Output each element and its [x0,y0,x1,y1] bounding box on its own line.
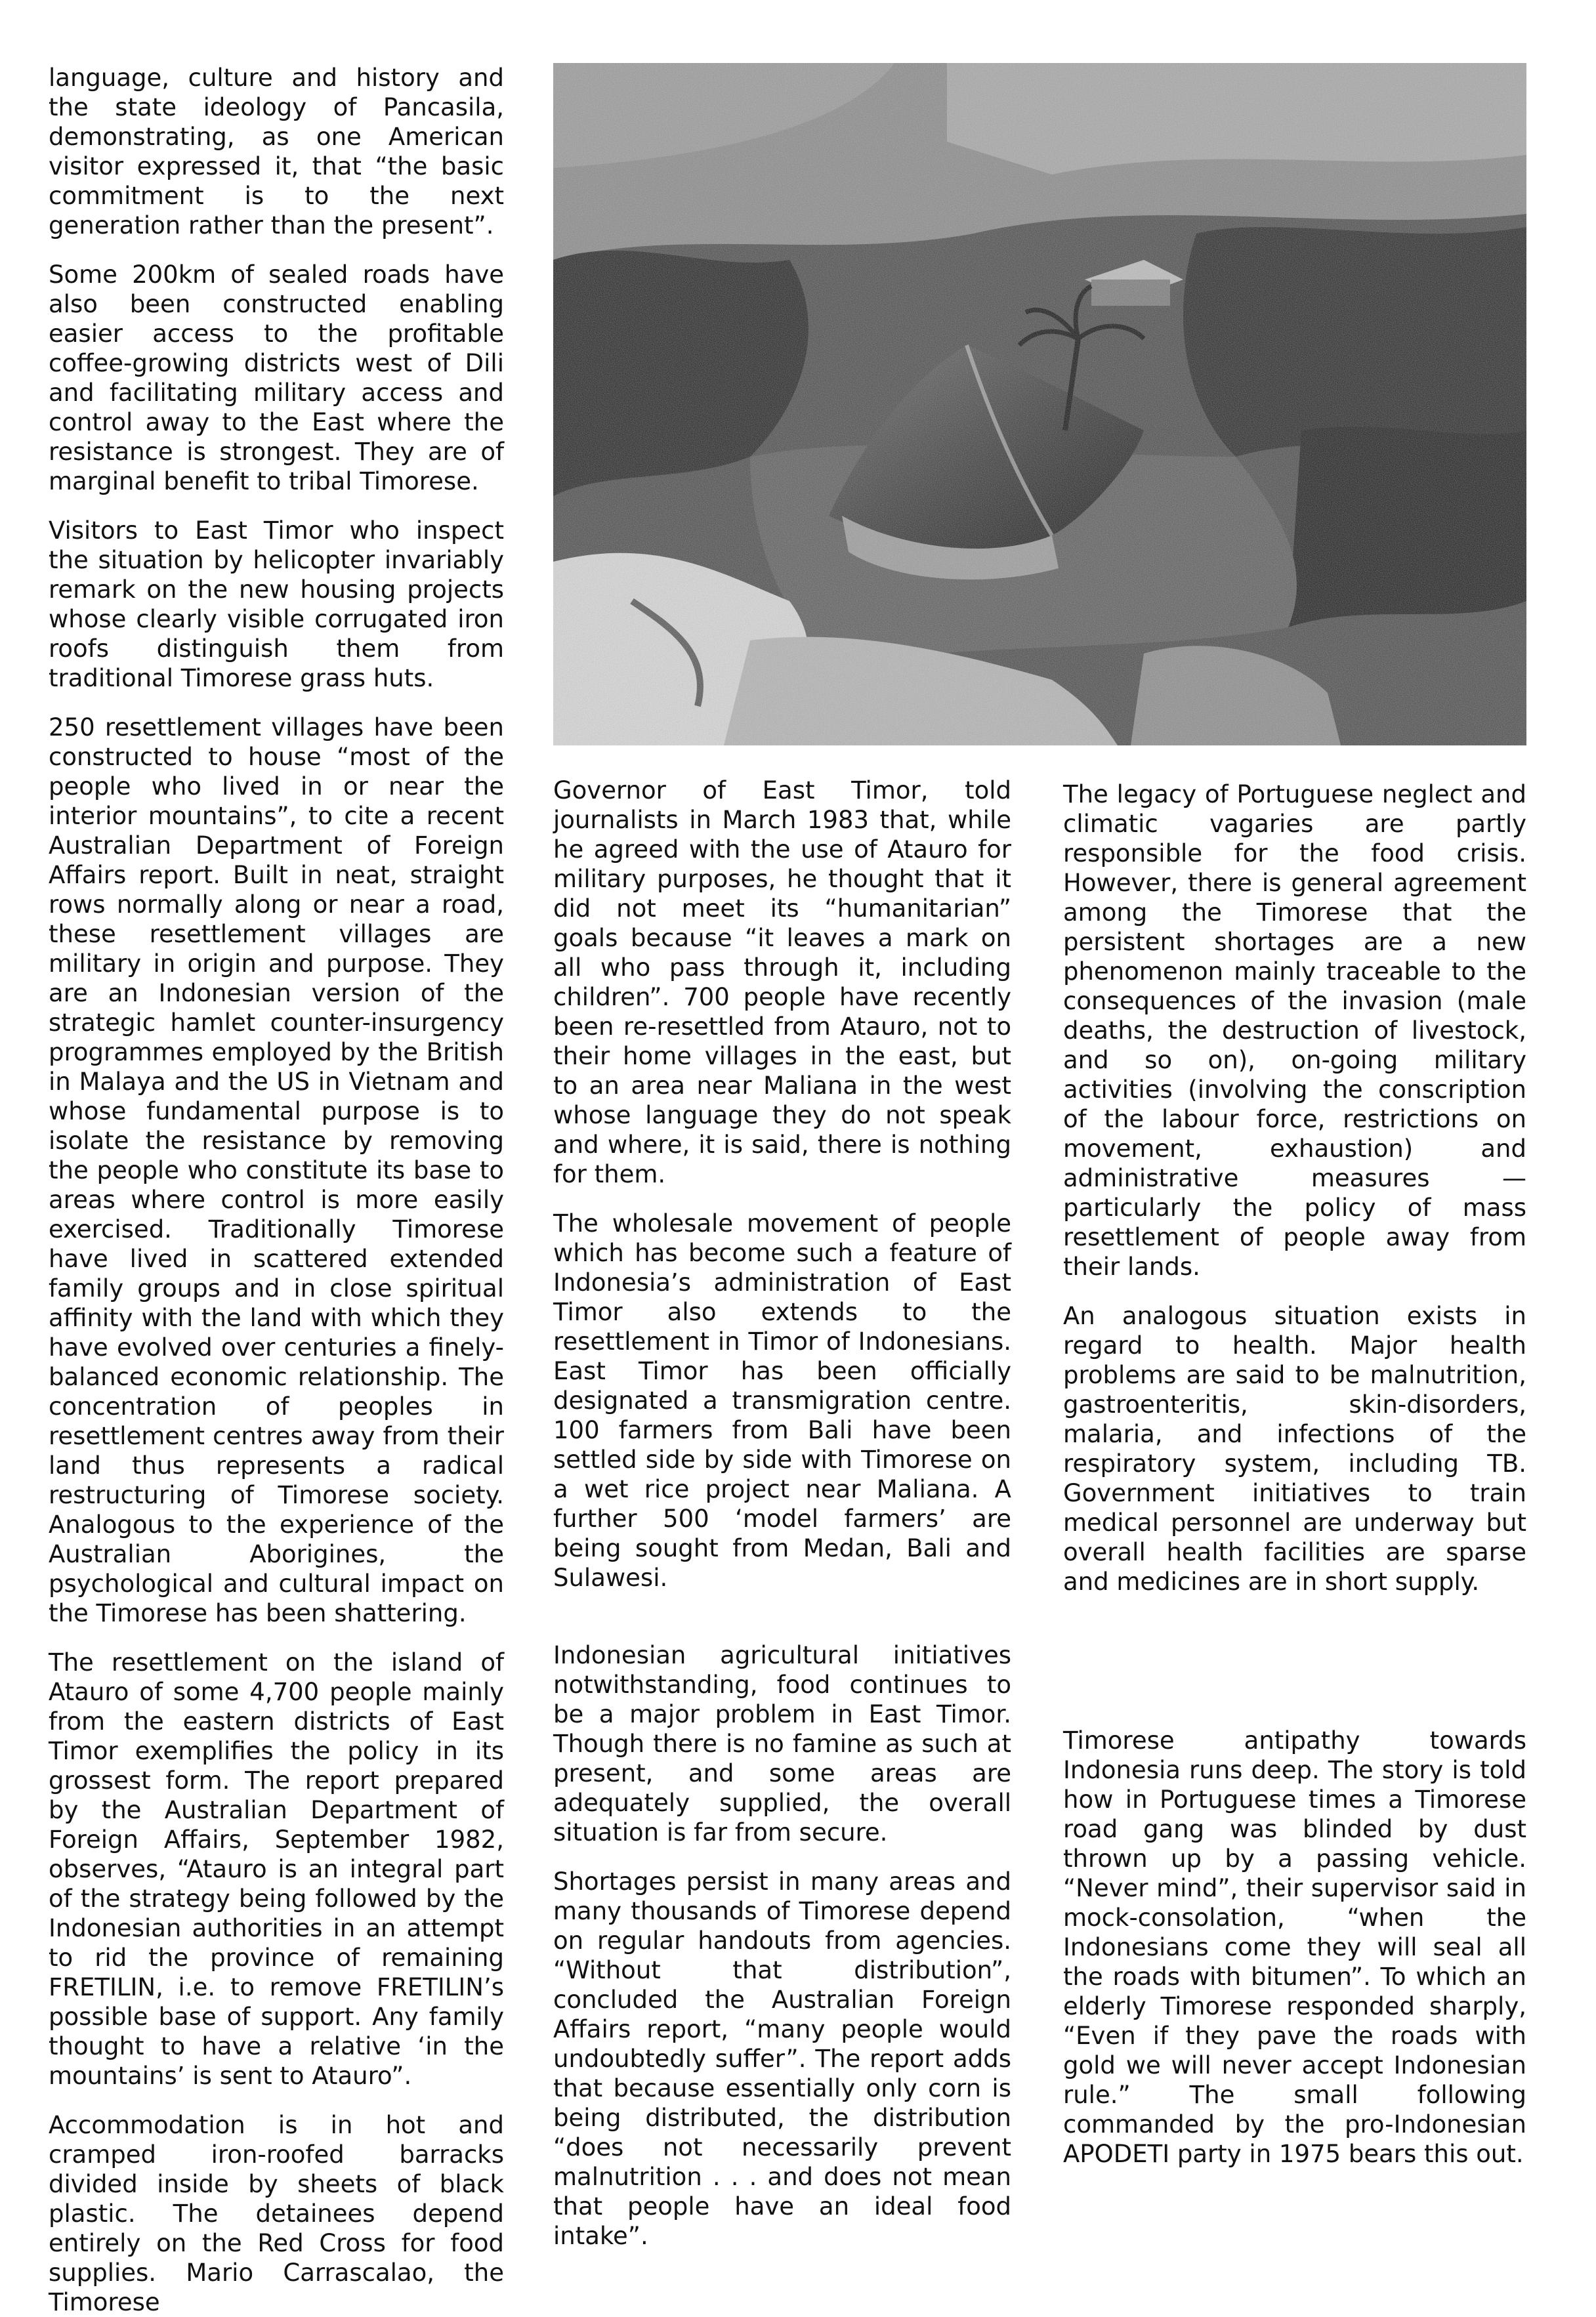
paragraph: language, culture and history and the state ideology of Pancasila, demonstrating, as one American visitor expressed it, that “the basic commitment is to the next generation rather than the present”. [49,64,504,240]
article-column-middle-bottom [553,1640,1011,2250]
paragraph: An analogous situation exists in regard to health. Major health problems are said to be malnutrition, gastroenteritis, skin-disorders, malaria, and infections of the respiratory system, including TB. Government initiatives to train medical personnel are underway but overall health facilities are sparse and medicines are in short supply. [1063,1302,1526,1596]
paragraph: Governor of East Timor, told journalists in March 1983 that, while he agreed with the use of Atauro for military purposes, he thought that it did not meet its “humanitarian” goals because “it leaves a mark on all who pass through it, including children”. 700 people have recently been re-resettled from Atauro, not to their home villages in the east, but to an area near Maliana in the west whose language they do not speak and where, it is said, there is nothing for them. [553,776,1011,1188]
article-photo [553,63,1526,745]
paragraph: Timorese antipathy towards Indonesia runs deep. The story is told how in Portuguese times a Timorese road gang was blinded by dust thrown up by a passing vehicle. “Never mind”, their supervisor said in mock-consolation, “when the Indonesians come they will seal all the roads with bitumen”. To which an elderly Timorese responded sharply, “Even if they pave the roads with gold we will never accept Indonesian rule.” The small following commanded by the pro-Indonesian APODETI party in 1975 bears this out. [1063,1726,1526,2168]
article-column-right-bottom [1063,1726,1526,2244]
article-column-right-top [1063,780,1526,1626]
paragraph: The legacy of Portuguese neglect and climatic vagaries are partly responsible for the food crisis. However, there is general agreement among the Timorese that the persistent shortages are a new phenomenon mainly traceable to the consequences of the invasion (male deaths, the destruction of livestock, and so on), on-going military activities (involving the conscription of the labour force, restrictions on movement, exhaustion) and administrative measures — particularly the policy of mass resettlement of people away from their lands. [1063,780,1526,1281]
article-column-left [49,63,504,2316]
paragraph: Some 200km of sealed roads have also been constructed enabling easier access to the profitable coffee-growing districts west of Dili and facilitating military access and control away to the East where the resistance is strongest. They are of marginal benefit to tribal Timorese. [49,261,504,495]
paragraph: Visitors to East Timor who inspect the situation by helicopter invariably remark on the new housing projects whose clearly visible corrugated iron roofs distinguish them from traditional Timorese grass huts. [49,516,504,692]
paragraph: The wholesale movement of people which has become such a feature of Indonesia’s administration of East Timor also extends to the resettlement in Timor of Indonesians. East Timor has been officially designated a transmigration centre. 100 farmers from Bali have been settled side by side with Timorese on a wet rice project near Maliana. A further 500 ‘model farmers’ are being sought from Medan, Bali and Sulawesi. [553,1209,1011,1592]
paragraph: Shortages persist in many areas and many thousands of Timorese depend on regular handouts from agencies. “Without that distribution”, concluded the Australian Foreign Affairs report, “many people would undoubtedly suffer”. The report adds that because essentially only corn is being distributed, the distribution “does not necessarily prevent malnutrition . . . and does not mean that people have an ideal food intake”. [553,1868,1011,2250]
paragraph: Accommodation is in hot and cramped iron-roofed barracks divided inside by sheets of black plastic. The detainees depend entirely on the Red Cross for food supplies. Mario Carrascalao, the Timorese [49,2111,504,2316]
paragraph: Indonesian agricultural initiatives notwithstanding, food continues to be a major problem in East Timor. Though there is no famine as such at present, and some areas are adequately supplied, the overall situation is far from secure. [553,1641,1011,1847]
paragraph: The resettlement on the island of Atauro of some 4,700 people mainly from the eastern districts of East Timor exemplifies the policy in its grossest form. The report prepared by the Australian Department of Foreign Affairs, September 1982, observes, “Atauro is an integral part of the strategy being followed by the Indonesian authorities in an attempt to rid the province of remaining FRETILIN, i.e. to remove FRETILIN’s possible base of support. Any family thought to have a relative ‘in the mountains’ is sent to Atauro”. [49,1648,504,2090]
article-column-middle-top [553,776,1011,1592]
paragraph: 250 resettlement villages have been constructed to house “most of the people who lived in or near the interior mountains”, to cite a recent Australian Department of Foreign Affairs report. Built in neat, straight rows normally along or near a road, these resettlement villages are military in origin and purpose. They are an Indonesian version of the strategic hamlet counter-insurgency programmes employed by the British in Malaya and the US in Vietnam and whose fundamental purpose is to isolate the resistance by removing the people who constitute its base to areas where control is more easily exercised. Traditionally Timorese have lived in scattered extended family groups and in close spiritual affinity with the land with which they have evolved over centuries a finely-balanced economic relationship. The concentration of peoples in resettlement centres away from their land thus represents a radical restructuring of Timorese society. Analogous to the experience of the Australian Aborigines, the psychological and cultural impact on the Timorese has been shattering. [49,713,504,1627]
